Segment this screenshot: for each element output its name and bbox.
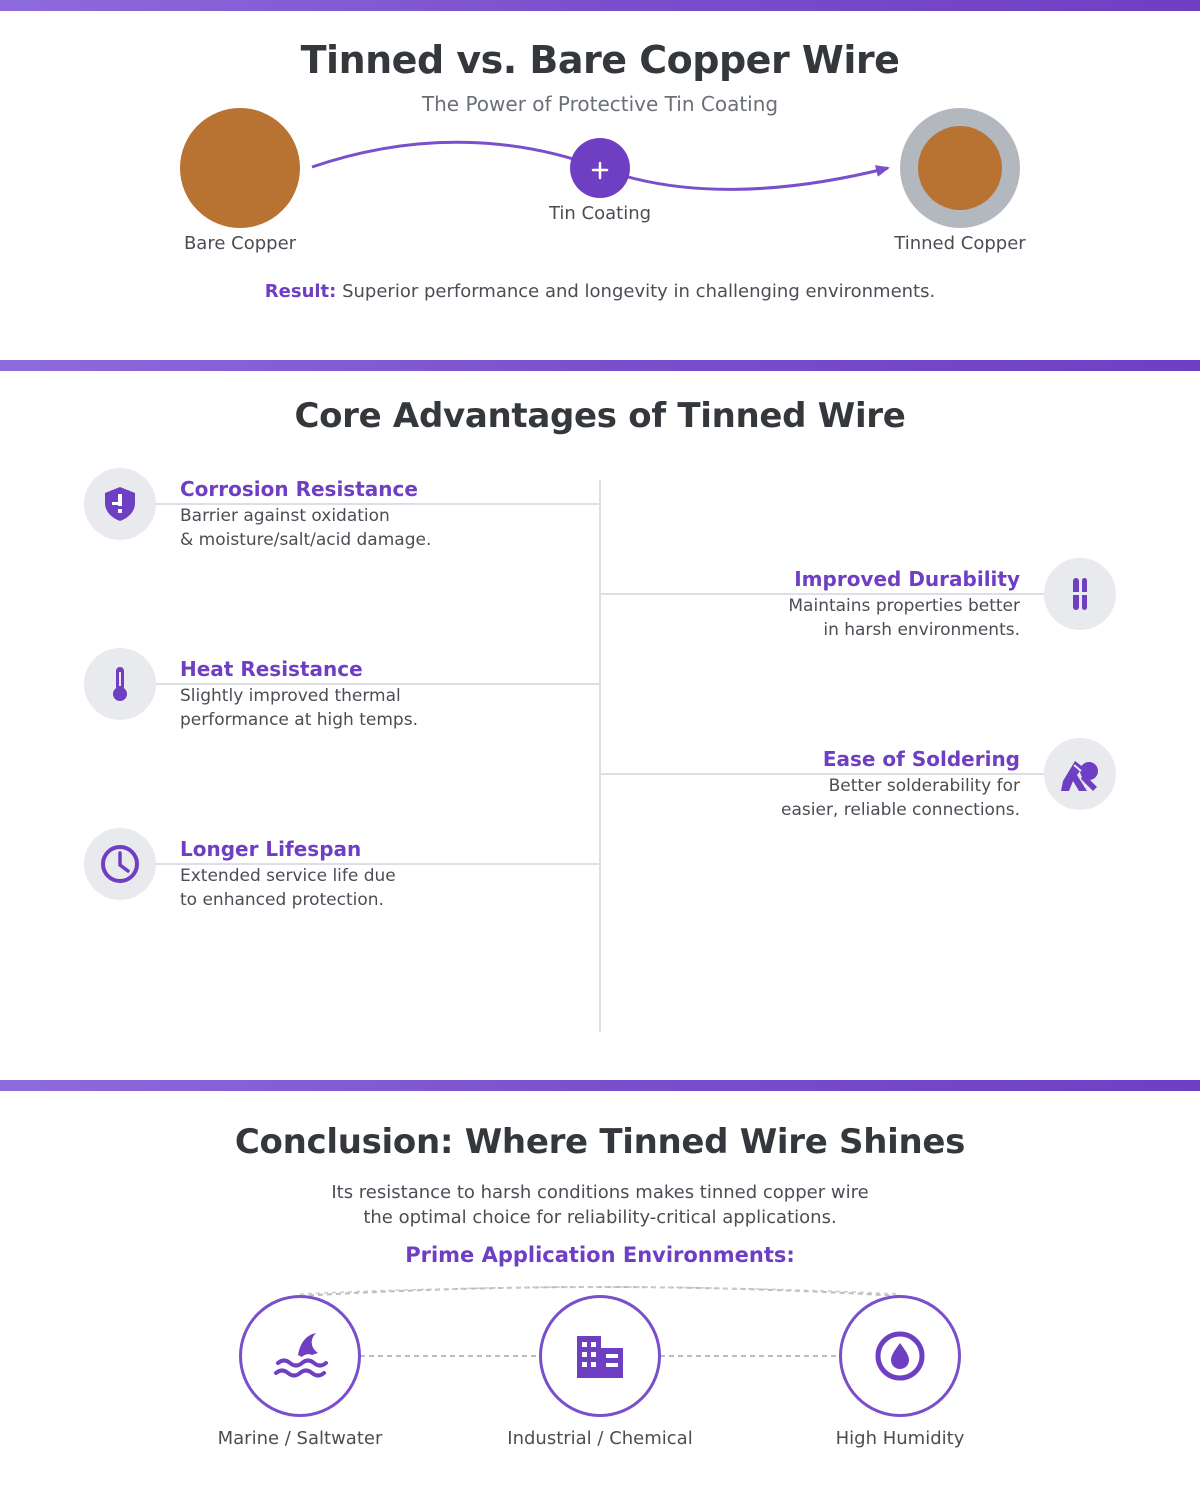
result-statement [0, 281, 1200, 302]
middle-accent-band [0, 360, 1200, 371]
soldering-icon [1057, 751, 1103, 797]
advantage-icon-durability [1044, 558, 1116, 630]
advantage-desc-line: performance at high temps. [180, 710, 418, 730]
advantage-desc-line: to enhanced protection. [180, 890, 384, 910]
advantage-icon-heat [84, 648, 156, 720]
advantage-desc-soldering [720, 774, 1020, 822]
advantage-desc-line: & moisture/salt/acid damage. [180, 530, 432, 550]
water-drop-icon [873, 1329, 927, 1383]
conclusion-title: Conclusion: Where Tinned Wire Shines [234, 1122, 966, 1162]
advantage-desc-line: Barrier against oxidation [180, 506, 390, 526]
environment-industrial [539, 1295, 661, 1417]
result-label: Result: [264, 281, 337, 302]
advantage-desc-line: Extended service life due [180, 866, 396, 886]
advantage-title-corrosion: Corrosion Resistance [180, 477, 418, 501]
advantage-desc-heat [180, 684, 480, 732]
environment-label-industrial: Industrial / Chemical [507, 1428, 693, 1449]
top-accent-band [0, 0, 1200, 11]
thermometer-icon [100, 664, 140, 704]
advantage-title-durability: Improved Durability [794, 567, 1020, 591]
advantage-title-soldering: Ease of Soldering [822, 747, 1020, 771]
advantage-desc-corrosion [180, 504, 480, 552]
wave-icon [272, 1331, 328, 1381]
durability-bars-icon [1060, 574, 1100, 614]
advantage-title-lifespan: Longer Lifespan [180, 837, 362, 861]
advantage-desc-line: Slightly improved thermal [180, 686, 401, 706]
advantage-icon-lifespan [84, 828, 156, 900]
conclusion-text [0, 1180, 1200, 1230]
advantage-desc-line: Better solderability for [828, 776, 1020, 796]
advantage-desc-durability [720, 594, 1020, 642]
advantage-desc-line: Maintains properties better [788, 596, 1020, 616]
page-subtitle: The Power of Protective Tin Coating [421, 92, 779, 116]
timeline-axis [599, 480, 601, 1032]
result-text: Superior performance and longevity in challenging environments. [336, 281, 936, 302]
shield-alert-icon [100, 484, 140, 524]
bare-copper-label: Bare Copper [183, 233, 297, 254]
clock-icon [98, 842, 142, 886]
page-title: Tinned vs. Bare Copper Wire [300, 38, 900, 82]
bottom-accent-band [0, 1080, 1200, 1091]
environment-marine [239, 1295, 361, 1417]
factory-icon [573, 1332, 627, 1380]
tinned-copper-label: Tinned Copper [894, 233, 1026, 254]
advantages-title: Core Advantages of Tinned Wire [294, 396, 906, 436]
advantage-desc-lifespan [180, 864, 480, 912]
tin-coating-label: Tin Coating [548, 203, 652, 224]
advantage-desc-line: easier, reliable connections. [781, 800, 1020, 820]
environment-humidity [839, 1295, 961, 1417]
conclusion-line: Its resistance to harsh conditions makes tinned copper wire [331, 1182, 869, 1203]
conclusion-line: the optimal choice for reliability-critical applications. [363, 1207, 837, 1228]
tinned-copper-core-circle [918, 126, 1002, 210]
bare-copper-circle [180, 108, 300, 228]
environment-label-humidity: High Humidity [835, 1428, 965, 1449]
environment-label-marine: Marine / Saltwater [217, 1428, 383, 1449]
advantage-icon-corrosion [84, 468, 156, 540]
coating-process-diagram [0, 100, 1200, 250]
advantage-icon-soldering [1044, 738, 1116, 810]
environment-arc [300, 1287, 900, 1294]
advantage-desc-line: in harsh environments. [823, 620, 1020, 640]
environments-title: Prime Application Environments: [405, 1243, 795, 1267]
advantage-title-heat: Heat Resistance [180, 657, 363, 681]
